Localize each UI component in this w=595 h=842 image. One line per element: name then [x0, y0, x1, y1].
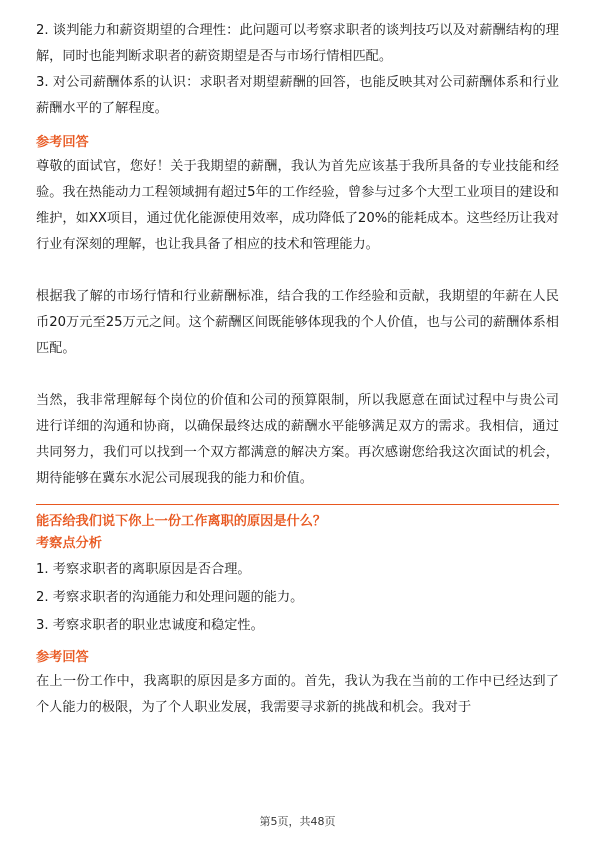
document-page — [36, 18, 559, 721]
answer-heading: 参考回答 — [36, 135, 89, 150]
answer-text-2: 在上一份工作中，我离职的原因是多方面的。首先，我认为我在当前的工作中已经达到了个人能力的极限，为了个人职业发展，我需要寻求新的挑战和机会。我对于 — [36, 674, 559, 715]
answer-paragraph-2: 根据我了解的市场行情和行业薪酬标准，结合我的工作经验和贡献，我期望的年薪在人民币20万元至25万元之间。这个薪酬区间既能够体现我的个人价值，也与公司的薪酬体系相匹配。 — [36, 289, 559, 356]
intro-point-3: 3. 对公司薪酬体系的认识：求职者对期望薪酬的回答，也能反映其对公司薪酬体系和行业薪酬水平的了解程度。 — [36, 75, 559, 116]
analysis-point-1: 1. 考察求职者的离职原因是否合理。 — [36, 562, 251, 577]
page-footer: 第5页，共48页 — [259, 815, 336, 828]
answer-heading-2: 参考回答 — [36, 650, 89, 665]
analysis-point-3: 3. 考察求职者的职业忠诚度和稳定性。 — [36, 618, 264, 633]
answer-paragraph-3: 当然，我非常理解每个岗位的价值和公司的预算限制，所以我愿意在面试过程中与贵公司进行详细的沟通和协商，以确保最终达成的薪酬水平能够满足双方的需求。我相信，通过共同努力，我们可以找到一个双方都满意的解决方案。再次感谢您给我这次面试的机会，期待能够在冀东水泥公司展现我的能力和价值。 — [36, 393, 559, 486]
paragraph-gap — [36, 362, 559, 388]
paragraph-gap — [36, 258, 559, 284]
question-title: 能否给我们说下你上一份工作离职的原因是什么？ — [36, 514, 327, 529]
answer-paragraph-1: 尊敬的面试官，您好！关于我期望的薪酬，我认为首先应该基于我所具备的专业技能和经验。我在热能动力工程领域拥有超过5年的工作经验，曾参与过多个大型工业项目的建设和维护，如XX项目，通过优化能源使用效率，成功降低了20%的能耗成本。这些经历让我对行业有深刻的理解，也让我具备了相应的技术和管理能力。 — [36, 159, 559, 252]
analysis-point-2: 2. 考察求职者的沟通能力和处理问题的能力。 — [36, 590, 304, 605]
section-divider — [36, 504, 559, 505]
intro-point-2: 2. 谈判能力和薪资期望的合理性：此问题可以考察求职者的谈判技巧以及对薪酬结构的理解，同时也能判断求职者的薪资期望是否与市场行情相匹配。 — [36, 23, 559, 64]
analysis-heading: 考察点分析 — [36, 536, 102, 551]
